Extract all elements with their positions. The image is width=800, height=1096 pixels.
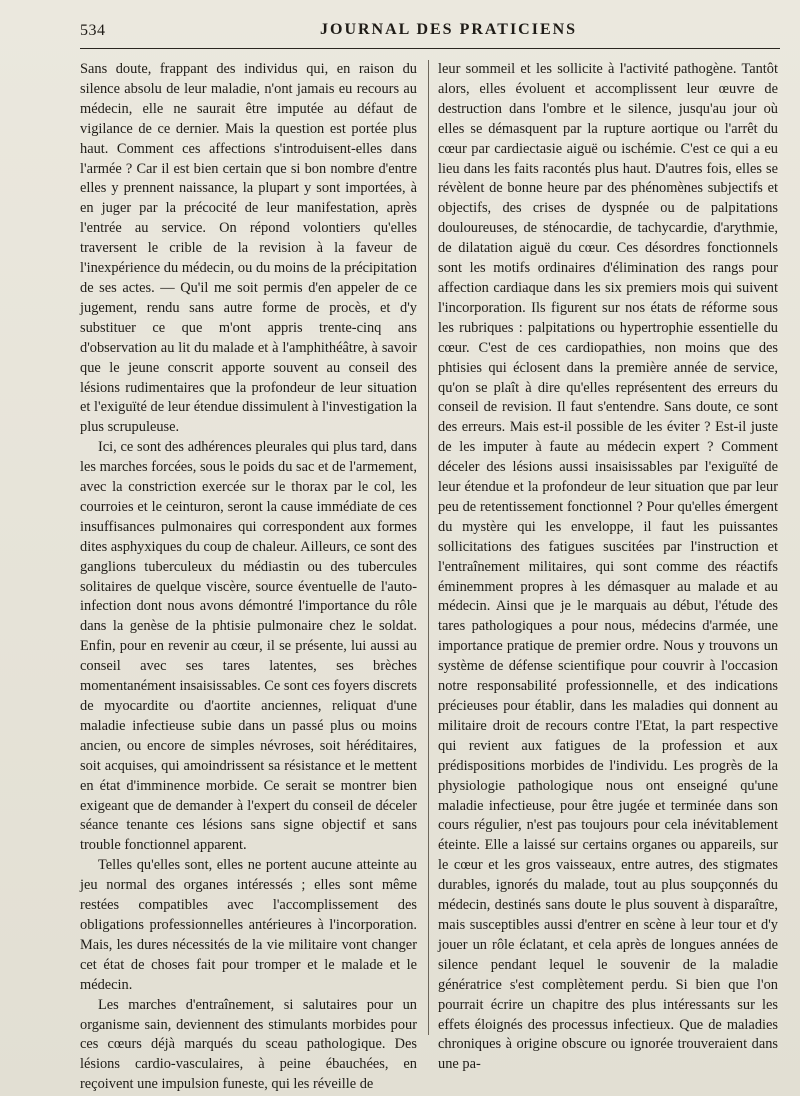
page-header xyxy=(80,20,780,44)
left-paragraph-3: Telles qu'elles sont, elles ne portent aucune atteinte au jeu normal des organes intéressés ; elles sont même restées compatibles avec l'accomplissement des obligations professionnelles antérieures à l'incorporation. Mais, les dures nécessités de la vie militaire vont changer cet état de choses fait pour tromper et le malade et le médecin. xyxy=(80,857,417,993)
left-column xyxy=(80,60,417,1095)
left-paragraph-2: Ici, ce sont des adhérences pleurales qui plus tard, dans les marches forcées, sous le poids du sac et de l'armement, avec la constriction exercée sur le thorax par le col, les courroies et le ceinturon, seront la cause immédiate de ces insuffisances pulmonaires qui correspondent aux formes dites asphyxiques du coup de chaleur. Ailleurs, ce sont des ganglions tuberculeux du médiastin ou des tubercules solitaires de quelque viscère, source éventuelle de l'auto-infection dont nous avons démontré l'importance du rôle dans la genèse de la phtisie pulmonaire chez le soldat. Enfin, pour en revenir au cœur, il se présente, lui aussi au conseil avec ses tares latentes, ses brèches momentanément insaisissables. Ce sont ces foyers discrets de myocardite ou d'aortite anciennes, reliquat d'une maladie infectieuse subie dans un passé plus ou moins ancien, ou encore de simples névroses, soit héréditaires, soit acquises, qui amoindrissent sa résistance et le mettent en état d'imminence morbide. Ce serait se montrer bien exigeant que de demander à l'expert du conseil de déceler séance tenante ces lésions sans signe objectif et sans trouble fonctionnel apparent. xyxy=(80,439,417,854)
page-number: 534 xyxy=(80,22,106,39)
header-rule xyxy=(80,48,780,49)
left-paragraph-1: Sans doute, frappant des individus qui, en raison du silence absolu de leur maladie, n'ont jamais eu recours au médecin, elle ne saurait être imputée au défaut de vigilance de ce dernier. Mais la question est portée plus haut. Comment ces affections s'introduisent-elles dans l'armée ? Car il est bien certain que si bon nombre d'entre elles y prennent naissance, la plupart y sont importées, à en juger par la précocité de leur manifestation, après l'entrée au service. On répond volontiers qu'elles traversent le crible de la revision à la faveur de l'inexpérience du médecin, ou du moins de la précipitation de ses actes. — Qu'il me soit permis d'en appeler de ce jugement, rendu sans autre forme de procès, et d'y substituer ce que m'ont appris trente-cinq ans d'observation au lit du malade et à l'amphithéâtre, à savoir que le jeune conscrit apporte souvent au conseil des lésions rudimentaires que la profondeur de leur situation et l'exiguïté de leur étendue dissimulent à l'investigation la plus scrupuleuse. xyxy=(80,61,417,436)
column-divider xyxy=(428,60,429,1035)
journal-title: JOURNAL DES PRATICIENS xyxy=(320,21,578,38)
right-column xyxy=(438,60,778,1075)
right-paragraph-1: leur sommeil et les sollicite à l'activité pathogène. Tantôt alors, elles évoluent et accomplissent leur œuvre de destruction dans l'ombre et le silence, jusqu'au jour où elles se démasquent par la rupture aortique ou l'arrêt du cœur par cardiectasie aiguë ou ischémie. C'est ce qui a eu lieu dans les faits racontés plus haut. D'autres fois, elles se révèlent de bonne heure par des phénomènes subjectifs et objectifs, des crises de dyspnée ou de palpitations douloureuses, de sténocardie, de tachycardie, d'arythmie, de dilatation aiguë du cœur. Ces désordres fonctionnels sont les motifs ordinaires d'élimination des rangs pour affection cardiaque dans les six premiers mois qui suivent l'incorporation. Ils figurent sur nos états de réforme sous les rubriques : palpitations ou hypertrophie essentielle du cœur. C'est de ces cardiopathies, non moins que des phtisies qui éclosent dans la première année de service, qu'on se plaît à dire qu'elles représentent des erreurs du conseil de revision. Il faut s'entendre. Sans doute, ce sont des erreurs. Mais est-il possible de les éviter ? Est-il juste de les imputer à faute au médecin expert ? Comment déceler des lésions aussi insaisissables par l'exiguïté de leur étendue et la profondeur de leur situation que par leur peu de retentissement fonctionnel ? Pour qu'elles émergent du mystère qui les enveloppe, il faut les puissantes sollicitations des fatigues suscitées par l'instruction et l'entraînement militaires, qui sont comme des réactifs éminemment propres à les démasquer au malade et au médecin. Ainsi que je le marquais au début, l'étude des tares pathologiques a pour nous, médecins d'armée, une importance pratique de premier ordre. Nous y trouvons un système de défense scientifique pour couvrir à l'occasion notre responsabilité professionnelle, et des indications précieuses pour établir, dans les maladies qui donnent au militaire droit de recours contre l'Etat, la part respective qui revient aux fatigues de la profession et aux prédispositions morbides de l'individu. Les progrès de la physiologie pathologique nous ont enseigné qu'une maladie infectieuse, pour être jugée et terminée dans son cours régulier, n'est pas toujours pour cela inévitablement éteinte. Elle a laissé sur certains organes ou appareils, sur le cœur et les gros vaisseaux, entre autres, des stigmates durables, ignorés du malade, tout au plus soupçonnés du médecin, destinés sans doute le plus souvent à disparaître, mais susceptibles aussi d'entrer en scène à leur tour et d'y jouer un rôle éclatant, et cela après de longues années de silence pendant lequel le souvenir de la maladie génératrice s'est complètement perdu. Si bien que l'on pourrait écrire un chapitre des plus intéressants sur les effets éloignés des processus infectieux. Que de maladies chroniques à origine obscure ou ignorée trouveraient dans une pa- xyxy=(438,61,778,1073)
left-paragraph-4: Les marches d'entraînement, si salutaires pour un organisme sain, deviennent des stimulants morbides pour ces cœurs déjà marqués du sceau pathologique. Des lésions cardio-vasculaires, à peine ébauchées, en reçoivent une impulsion funeste, qui les réveille de xyxy=(80,996,417,1093)
